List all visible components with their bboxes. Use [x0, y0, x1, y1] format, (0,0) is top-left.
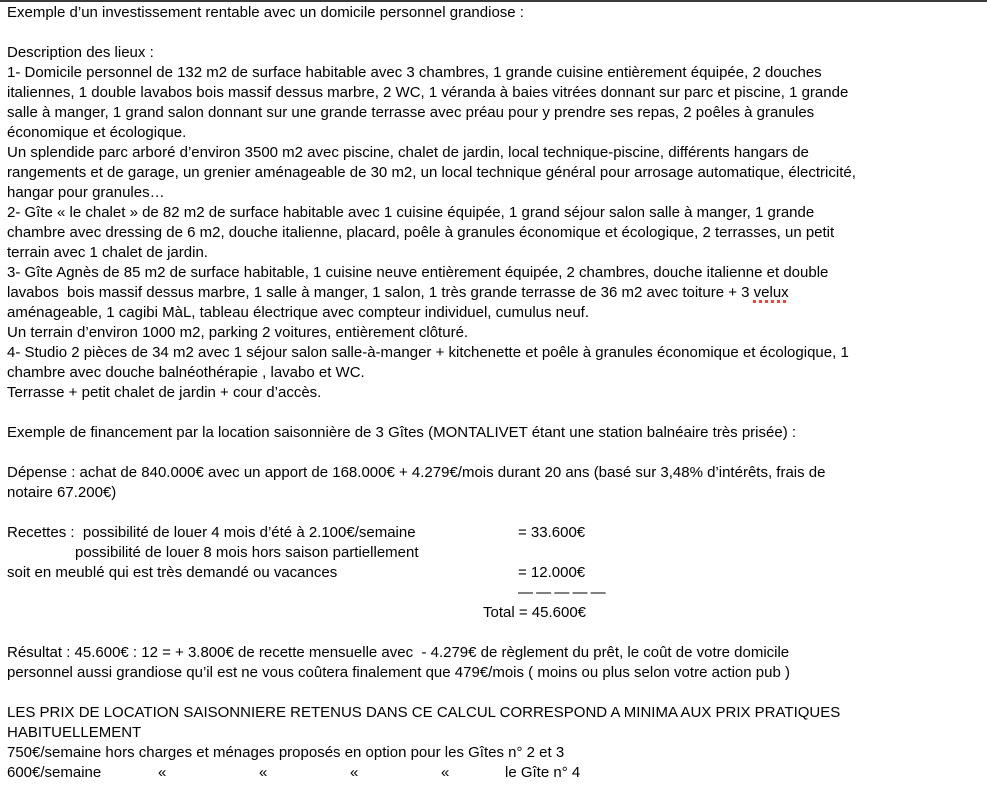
text-line	[7, 643, 980, 663]
text-run: chambre avec douche balnéothérapie , lavabo et WC.	[7, 364, 365, 381]
text-line	[7, 283, 980, 303]
text-run: économique et écologique.	[7, 124, 187, 141]
text-line	[7, 143, 980, 163]
text-line	[7, 223, 980, 243]
text-run: soit en meublé qui est très demandé ou vacances	[7, 564, 338, 581]
text-line	[7, 543, 980, 563]
text-line	[7, 343, 980, 363]
text-line	[7, 723, 980, 743]
misspelled-word: velux	[753, 284, 789, 301]
text-run: HABITUELLEMENT	[7, 724, 142, 741]
text-run: rangements et de garage, un grenier aménageable de 30 m2, un local technique général pour arrosage automatique, électricité,	[7, 164, 856, 181]
positioned-text: Total = 45.600€	[483, 604, 587, 621]
text-line	[7, 623, 980, 643]
text-line	[7, 263, 980, 283]
text-line	[7, 243, 980, 263]
text-run: Résultat : 45.600€ : 12 = + 3.800€ de recette mensuelle avec - 4.279€ de règlement du prêt, le coût de votre domicile	[7, 644, 790, 661]
text-line	[7, 743, 980, 763]
text-run: Un terrain d’environ 1000 m2, parking 2 voitures, entièrement clôturé.	[7, 324, 469, 341]
document-body	[7, 3, 980, 783]
text-run: lavabos bois massif dessus marbre, 1 salle à manger, 1 salon, 1 très grande terrasse de 36 m2 avec toiture + 3	[7, 284, 754, 301]
text-line	[7, 3, 980, 23]
text-run: 4- Studio 2 pièces de 34 m2 avec 1 séjour salon salle-à-manger + kitchenette et poêle à granules économique et écologique, 1	[7, 344, 849, 361]
text-run: Exemple de financement par la location saisonnière de 3 Gîtes (MONTALIVET étant une station balnéaire très prisée) :	[7, 424, 797, 441]
text-line	[7, 163, 980, 183]
text-run: 750€/semaine hors charges et ménages proposés en option pour les Gîtes n° 2 et 3	[7, 744, 565, 761]
positioned-text: «	[158, 764, 167, 781]
text-run: aménageable, 1 cagibi MàL, tableau électrique avec compteur individuel, cumulus neuf.	[7, 304, 590, 321]
positioned-text: = 33.600€	[518, 524, 586, 541]
text-line	[7, 103, 980, 123]
text-line	[7, 303, 980, 323]
text-line	[7, 703, 980, 723]
text-line	[7, 603, 980, 623]
text-line	[7, 363, 980, 383]
text-line	[7, 183, 980, 203]
text-line	[7, 43, 980, 63]
positioned-text: — — — — —	[518, 584, 606, 601]
text-run: italiennes, 1 double lavabos bois massif dessus marbre, 2 WC, 1 véranda à baies vitrées donnant sur parc et piscine, 1 grande	[7, 84, 849, 101]
text-line	[7, 463, 980, 483]
text-run: 2- Gîte « le chalet » de 82 m2 de surface habitable avec 1 cuisine équipée, 1 grand séjour salon salle à manger, 1 grande	[7, 204, 815, 221]
text-run: Un splendide parc arboré d’environ 3500 m2 avec piscine, chalet de jardin, local technique-piscine, différents hangars de	[7, 144, 809, 161]
text-run: Recettes : possibilité de louer 4 mois d’été à 2.100€/semaine	[7, 524, 416, 541]
text-run: 600€/semaine	[7, 764, 102, 781]
text-line	[7, 763, 980, 783]
text-line	[7, 23, 980, 43]
text-run: possibilité de louer 8 mois hors saison partiellement	[75, 544, 419, 561]
text-run: Exemple d’un investissement rentable avec un domicile personnel grandiose :	[7, 4, 524, 21]
positioned-text: «	[441, 764, 450, 781]
text-line	[7, 83, 980, 103]
positioned-text: le Gîte n° 4	[505, 764, 581, 781]
text-line	[7, 443, 980, 463]
text-line	[7, 583, 980, 603]
text-line	[7, 123, 980, 143]
text-line	[7, 483, 980, 503]
text-line	[7, 203, 980, 223]
text-run: 1- Domicile personnel de 132 m2 de surface habitable avec 3 chambres, 1 grande cuisine entièrement équipée, 2 douches	[7, 64, 822, 81]
text-line	[7, 423, 980, 443]
text-line	[7, 663, 980, 683]
text-run: chambre avec dressing de 6 m2, douche italienne, placard, poêle à granules économique et écologique, 2 terrasses, un petit	[7, 224, 835, 241]
window-top-edge	[0, 0, 987, 2]
text-line	[7, 523, 980, 543]
text-run: Description des lieux :	[7, 44, 154, 61]
text-run: LES PRIX DE LOCATION SAISONNIERE RETENUS DANS CE CALCUL CORRESPOND A MINIMA AUX PRIX PRATIQUES	[7, 704, 841, 721]
text-run: 3- Gîte Agnès de 85 m2 de surface habitable, 1 cuisine neuve entièrement équipée, 2 chambres, douche italienne et double	[7, 264, 829, 281]
text-line	[7, 383, 980, 403]
text-line	[7, 63, 980, 83]
text-line	[7, 563, 980, 583]
text-run: Terrasse + petit chalet de jardin + cour d’accès.	[7, 384, 322, 401]
text-line	[7, 323, 980, 343]
positioned-text: = 12.000€	[518, 564, 586, 581]
text-run: Dépense : achat de 840.000€ avec un apport de 168.000€ + 4.279€/mois durant 20 ans (basé sur 3,48% d’intérêts, frais de	[7, 464, 826, 481]
text-run: salle à manger, 1 grand salon donnant sur une grande terrasse avec préau pour y prendre ses repas, 2 poêles à granules	[7, 104, 815, 121]
text-line	[7, 683, 980, 703]
text-run: notaire 67.200€)	[7, 484, 117, 501]
text-run: terrain avec 1 chalet de jardin.	[7, 244, 208, 261]
positioned-text: «	[259, 764, 268, 781]
text-line	[7, 503, 980, 523]
text-run: personnel aussi grandiose qu’il est ne vous coûtera finalement que 479€/mois ( moins ou plus selon votre action pub )	[7, 664, 790, 681]
positioned-text: «	[350, 764, 359, 781]
text-run: hangar pour granules…	[7, 184, 165, 201]
text-line	[7, 403, 980, 423]
